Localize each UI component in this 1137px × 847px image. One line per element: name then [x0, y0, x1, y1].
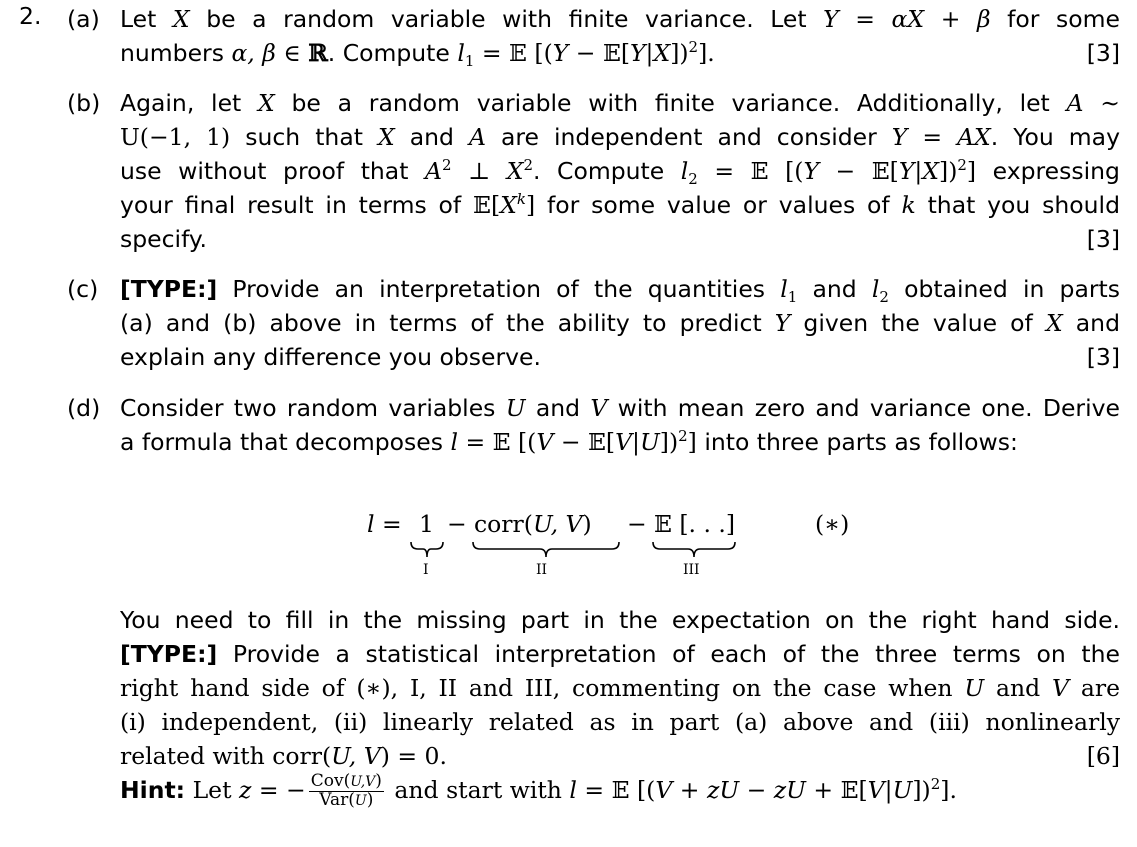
part-a-text: Let X be a random variable with finite variance. Let Y = αX + β for some numbers α, β ∈ ℝ. Compute $l_1$ = 𝔼 [(Y − 𝔼[Y|X])$^2$]. [3]	[120, 5, 1120, 70]
brace-iii	[652, 540, 736, 562]
part-a-label: (a)	[67, 5, 100, 33]
part-b-text: Again, let X be a random variable with finite variance. Additionally, let A ∼ U(−1, 1) such that X and A are independent and consider Y = AX. You may use without proof that $A^2$ ⊥ $X^2$. Compute $l_2$ = 𝔼 [(Y − 𝔼[Y|X])$^2$] expressing your final result in terms of $𝔼[X^k]$ for some value or values of k that you should specify. [3]	[120, 86, 1120, 256]
brace-label-i: I	[423, 562, 429, 578]
part-d-marks: [6]	[1086, 742, 1120, 770]
part-d	[67, 391, 1120, 459]
brace-label-iii: III	[683, 562, 700, 578]
part-a	[67, 2, 1120, 70]
part-c-type-tag: [TYPE:]	[120, 275, 218, 303]
part-d-label: (d)	[67, 394, 101, 422]
question-number: 2.	[19, 2, 42, 30]
brace-ii	[472, 540, 620, 562]
part-d-text-2: You need to fill in the missing part in the expectation on the right hand side. [TYPE:] Provide a statistical interpretation of each of the three terms on the right hand side of (∗), I, II and III, commenting on the case when U and V are (i) independent, (ii) linearly related as in part (a) above and (iii) nonlinearly related with corr(U, V) = 0. [6] Hint: Let z = − $\frac{\text{Cov(U,V)}}{\text{Var(U)}}$ and start with l = 𝔼 [(V + zU − zU + 𝔼[V|U])$^2$].	[120, 606, 1120, 810]
decomposition-equation: l = 1 − corr(U, V) − 𝔼 [. . .] I II III (∗)	[367, 510, 850, 578]
equation-tag: (∗)	[815, 510, 850, 538]
part-c-label: (c)	[67, 275, 99, 303]
part-b-marks: [3]	[1086, 225, 1120, 253]
hint-label: Hint:	[120, 776, 186, 804]
brace-label-ii: II	[536, 562, 548, 578]
hint-fraction: $\frac{\text{Cov(U,V)}}{\text{Var(U)}}$	[310, 771, 382, 810]
brace-i	[410, 540, 444, 562]
part-b	[67, 86, 1120, 256]
part-d-continued	[67, 603, 1120, 810]
part-c-text: [TYPE:] Provide an interpretation of the quantities $l_1$ and $l_2$ obtained in parts (a) and (b) above in terms of the ability to predict Y given the value of X and explain any difference you observe. [3]	[120, 272, 1120, 374]
part-c	[67, 272, 1120, 374]
part-d-text: Consider two random variables U and V with mean zero and variance one. Derive a formula that decomposes l = 𝔼 [(V − 𝔼[V|U])$^2$] into three parts as follows:	[120, 394, 1120, 456]
part-c-marks: [3]	[1086, 343, 1120, 371]
part-a-marks: [3]	[1086, 39, 1120, 67]
part-d-type-tag: [TYPE:]	[120, 640, 218, 668]
part-b-label: (b)	[67, 89, 101, 117]
